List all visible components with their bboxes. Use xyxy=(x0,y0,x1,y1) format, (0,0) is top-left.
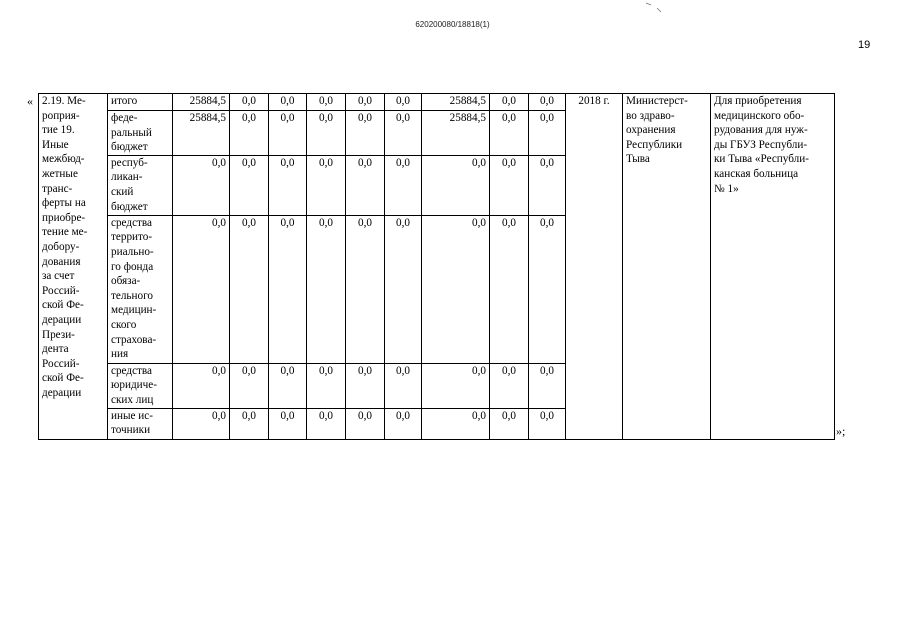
measure-name-cell-line: ферты на xyxy=(42,197,86,210)
executor-cell-line: Республики xyxy=(626,138,683,151)
executor-cell xyxy=(623,94,711,440)
measure-name-cell-line: дента xyxy=(42,343,69,356)
value-cell: 0,0 xyxy=(529,155,566,215)
funding-source-cell-line: го фонда xyxy=(111,260,154,273)
value-cell: 0,0 xyxy=(346,155,385,215)
result-cell-line: ды ГБУЗ Республи- xyxy=(714,138,808,151)
value-cell: 0,0 xyxy=(230,111,269,156)
value-cell: 0,0 xyxy=(346,94,385,111)
measure-name-cell-line: Иные xyxy=(42,138,69,151)
value-cell: 0,0 xyxy=(346,111,385,156)
funding-source-cell-line: ских лиц xyxy=(111,393,154,406)
result-cell-line: ки Тыва «Республи- xyxy=(714,153,809,166)
value-cell: 0,0 xyxy=(490,363,529,408)
funding-source-cell xyxy=(108,363,173,408)
value-cell: 0,0 xyxy=(269,215,307,363)
value-cell: 25884,5 xyxy=(173,94,230,111)
value-cell: 0,0 xyxy=(385,215,422,363)
value-cell: 0,0 xyxy=(230,94,269,111)
value-cell: 0,0 xyxy=(269,408,307,439)
value-cell: 0,0 xyxy=(422,363,490,408)
funding-source-cell xyxy=(108,155,173,215)
value-cell: 0,0 xyxy=(269,94,307,111)
measure-name-cell-line: ской Фе- xyxy=(42,372,84,385)
value-cell: 0,0 xyxy=(385,408,422,439)
value-cell: 0,0 xyxy=(307,155,346,215)
value-cell: 0,0 xyxy=(490,94,529,111)
funding-source-cell xyxy=(108,111,173,156)
document-id: 620200080/18818(1) xyxy=(415,20,490,29)
measure-name-cell-line: добору- xyxy=(42,240,80,253)
scan-artifact-mark xyxy=(645,1,663,13)
funding-source-cell-line: ния xyxy=(111,348,129,361)
year-cell: 2018 г. xyxy=(566,94,623,440)
funding-source-cell-line: ского xyxy=(111,318,137,331)
value-cell: 0,0 xyxy=(307,215,346,363)
value-cell: 0,0 xyxy=(173,408,230,439)
funding-source-cell-line: итого xyxy=(111,95,138,107)
value-cell: 0,0 xyxy=(230,215,269,363)
funding-source-cell-line: обяза- xyxy=(111,275,141,288)
measure-name-cell-line: тие 19. xyxy=(42,124,75,137)
measure-name-cell-line: приобре- xyxy=(42,211,86,224)
measure-name-cell-line: за счет xyxy=(42,270,75,283)
measure-name-cell-line: дования xyxy=(42,255,81,268)
funding-source-cell-line: бюджет xyxy=(111,141,148,154)
value-cell: 0,0 xyxy=(269,363,307,408)
measure-name-cell-line: ской Фе- xyxy=(42,299,84,312)
measure-name-cell-line: Прези- xyxy=(42,328,75,341)
value-cell: 0,0 xyxy=(490,408,529,439)
funding-source-cell-line: ский xyxy=(111,185,134,198)
page-number: 19 xyxy=(858,39,871,51)
executor-cell-line: Министерст- xyxy=(626,95,688,107)
result-cell-line: рудования для нуж- xyxy=(714,124,808,137)
value-cell: 0,0 xyxy=(529,363,566,408)
value-cell: 0,0 xyxy=(529,408,566,439)
funding-source-cell-line: феде- xyxy=(111,112,138,124)
funding-source-cell-line: бюджет xyxy=(111,200,148,213)
funding-source-cell-line: ликан- xyxy=(111,171,143,184)
funding-source-cell-line: юридиче- xyxy=(111,379,157,392)
value-cell: 0,0 xyxy=(422,408,490,439)
measure-name-cell-line: 2.19. Ме- xyxy=(42,95,86,107)
closing-quote: »; xyxy=(836,424,846,438)
table-row xyxy=(39,94,835,111)
executor-cell-line: во здраво- xyxy=(626,109,675,122)
value-cell: 25884,5 xyxy=(422,94,490,111)
value-cell: 0,0 xyxy=(490,155,529,215)
funding-source-cell-line: страхова- xyxy=(111,333,157,346)
result-cell xyxy=(711,94,835,440)
measure-name-cell-line: межбюд- xyxy=(42,153,85,166)
funding-source-cell-line: средства xyxy=(111,364,153,377)
measure-name-cell-line: жетные xyxy=(42,167,78,180)
value-cell: 0,0 xyxy=(385,111,422,156)
value-cell: 0,0 xyxy=(529,94,566,111)
value-cell: 0,0 xyxy=(230,408,269,439)
value-cell: 0,0 xyxy=(173,155,230,215)
value-cell: 0,0 xyxy=(529,215,566,363)
opening-quote: « xyxy=(27,94,33,108)
value-cell: 0,0 xyxy=(346,215,385,363)
funding-source-cell-line: иные ис- xyxy=(111,409,153,422)
funding-source-cell-line: риально- xyxy=(111,245,154,258)
funding-source-cell-line: медицин- xyxy=(111,304,157,317)
value-cell: 0,0 xyxy=(307,111,346,156)
value-cell: 0,0 xyxy=(490,111,529,156)
value-cell: 0,0 xyxy=(422,155,490,215)
measure-name-cell-line: Россий- xyxy=(42,357,80,370)
value-cell: 0,0 xyxy=(173,215,230,363)
funding-source-cell xyxy=(108,94,173,111)
value-cell: 0,0 xyxy=(307,363,346,408)
value-cell: 0,0 xyxy=(307,408,346,439)
measure-table xyxy=(38,93,835,440)
funding-source-cell-line: террито- xyxy=(111,231,153,244)
measure-name-cell-line: тение ме- xyxy=(42,226,88,239)
value-cell: 0,0 xyxy=(346,363,385,408)
value-cell: 25884,5 xyxy=(422,111,490,156)
result-cell-line: медицинского обо- xyxy=(714,109,805,122)
measure-name-cell-line: транс- xyxy=(42,182,73,195)
value-cell: 0,0 xyxy=(529,111,566,156)
value-cell: 25884,5 xyxy=(173,111,230,156)
funding-source-cell xyxy=(108,408,173,439)
value-cell: 0,0 xyxy=(346,408,385,439)
value-cell: 0,0 xyxy=(490,215,529,363)
funding-source-cell-line: респуб- xyxy=(111,156,148,169)
executor-cell-line: охранения xyxy=(626,124,676,137)
executor-cell-line: Тыва xyxy=(626,153,650,166)
funding-source-cell-line: ральный xyxy=(111,126,152,139)
result-cell-line: Для приобретения xyxy=(714,95,802,107)
measure-name-cell-line: дерации xyxy=(42,313,82,326)
value-cell: 0,0 xyxy=(173,363,230,408)
funding-source-cell-line: средства xyxy=(111,216,153,229)
measure-name-cell-line: дерации xyxy=(42,386,82,399)
funding-source-cell xyxy=(108,215,173,363)
value-cell: 0,0 xyxy=(385,94,422,111)
value-cell: 0,0 xyxy=(230,363,269,408)
value-cell: 0,0 xyxy=(422,215,490,363)
value-cell: 0,0 xyxy=(269,111,307,156)
value-cell: 0,0 xyxy=(230,155,269,215)
measure-name-cell-line: роприя- xyxy=(42,109,80,122)
measure-name-cell xyxy=(39,94,108,440)
value-cell: 0,0 xyxy=(307,94,346,111)
funding-source-cell-line: точники xyxy=(111,424,151,437)
value-cell: 0,0 xyxy=(385,155,422,215)
funding-source-cell-line: тельного xyxy=(111,289,154,302)
value-cell: 0,0 xyxy=(269,155,307,215)
measure-name-cell-line: Россий- xyxy=(42,284,80,297)
result-cell-line: № 1» xyxy=(714,182,739,195)
result-cell-line: канская больница xyxy=(714,167,799,180)
value-cell: 0,0 xyxy=(385,363,422,408)
